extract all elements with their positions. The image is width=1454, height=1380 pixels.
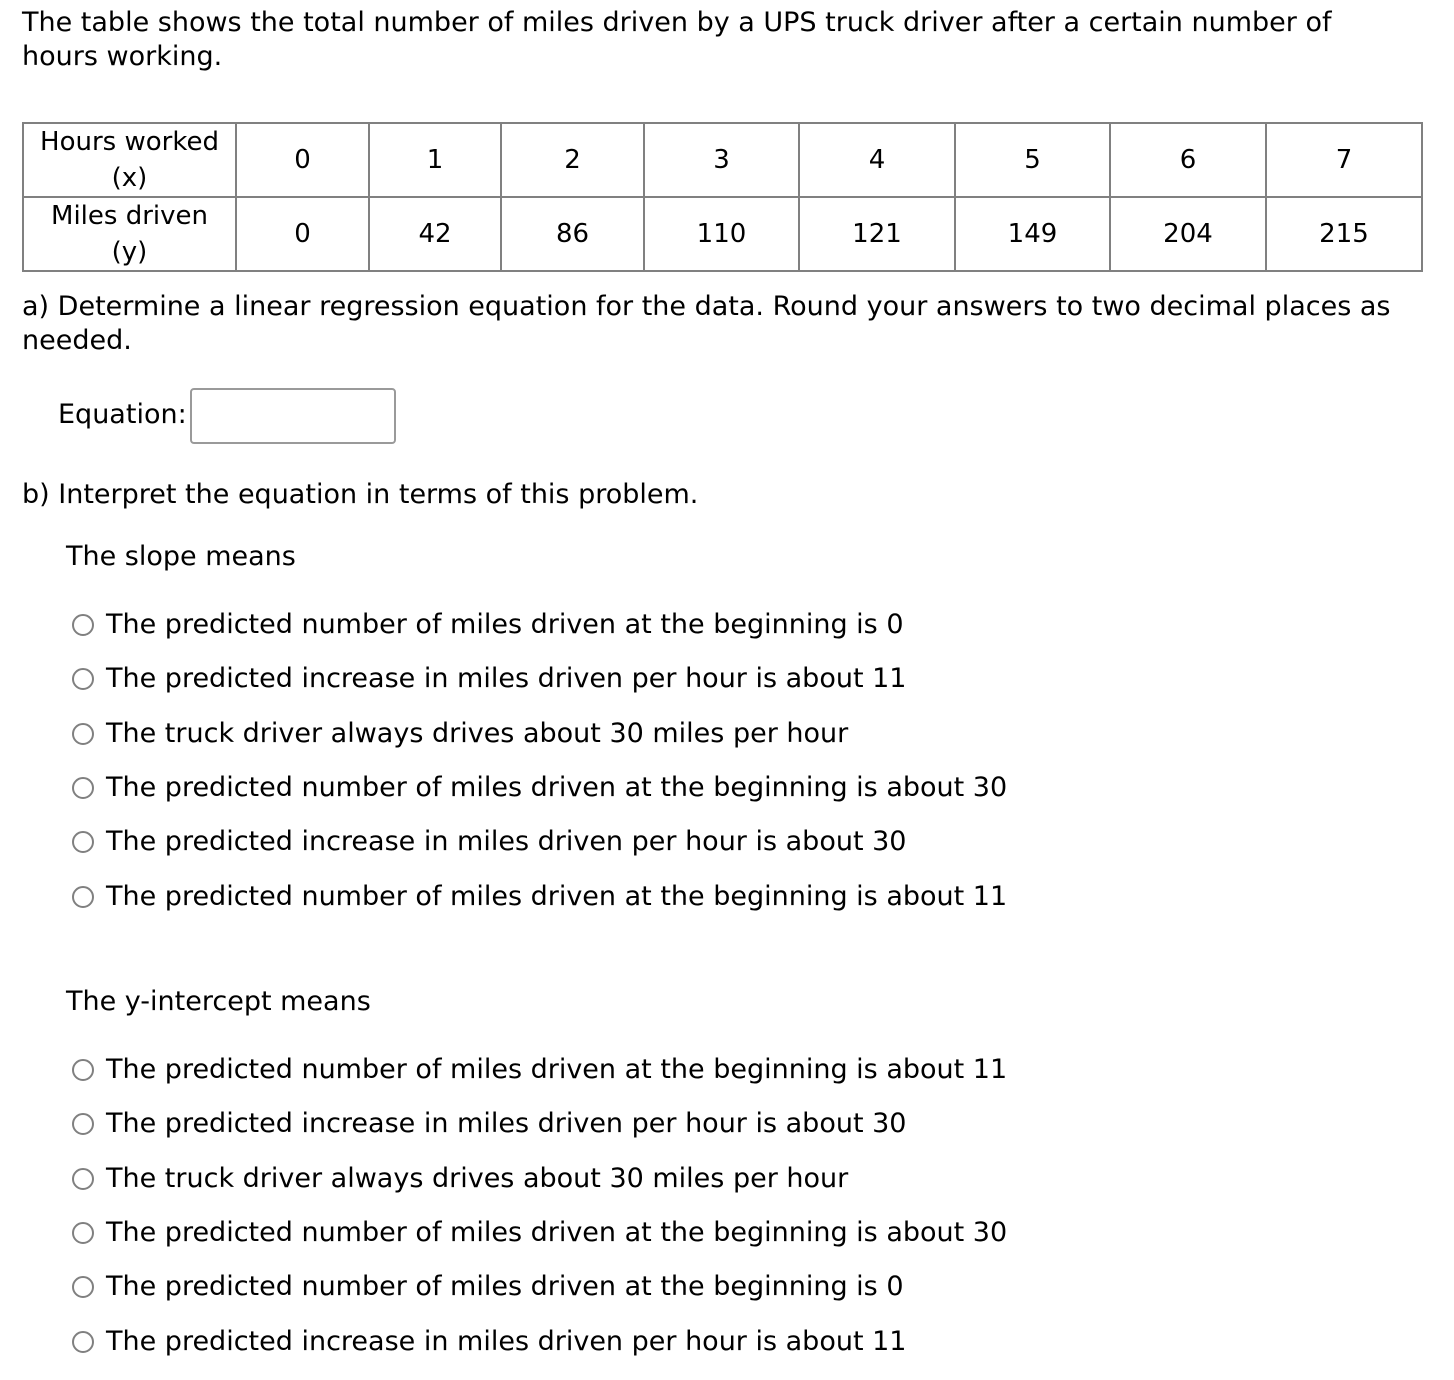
radio-icon[interactable]	[72, 614, 94, 636]
table-cell-y: 42	[369, 197, 501, 271]
table-cell-y: 110	[644, 197, 799, 271]
table-cell-x: 1	[369, 123, 501, 197]
slope-option[interactable]	[72, 598, 1007, 652]
slope-options	[72, 598, 1007, 924]
option-label: The predicted increase in miles driven per hour is about 30	[106, 1108, 907, 1140]
table-cell-y: 86	[501, 197, 644, 271]
table-cell-y: 204	[1110, 197, 1266, 271]
radio-icon[interactable]	[72, 1276, 94, 1298]
intercept-label: The y-intercept means	[66, 986, 371, 1017]
table-cell-x: 6	[1110, 123, 1266, 197]
radio-icon[interactable]	[72, 886, 94, 908]
part-b-prompt: b) Interpret the equation in terms of this problem.	[22, 479, 699, 510]
table-cell-x: 0	[236, 123, 369, 197]
row-header-hours	[23, 123, 236, 197]
intercept-option[interactable]	[72, 1152, 1007, 1206]
option-label: The predicted increase in miles driven per hour is about 11	[106, 1325, 907, 1357]
slope-option[interactable]	[72, 761, 1007, 815]
intro-text: The table shows the total number of miles driven by a UPS truck driver after a certain number of hours working.	[22, 7, 1332, 72]
radio-icon[interactable]	[72, 723, 94, 745]
option-label: The predicted increase in miles driven per hour is about 11	[106, 663, 907, 695]
option-label: The predicted number of miles driven at the beginning is about 11	[106, 1054, 1008, 1086]
intercept-option[interactable]	[72, 1314, 1007, 1368]
radio-icon[interactable]	[72, 668, 94, 690]
slope-option[interactable]	[72, 869, 1007, 923]
intercept-options	[72, 1043, 1007, 1369]
intercept-option[interactable]	[72, 1043, 1007, 1097]
slope-option[interactable]	[72, 652, 1007, 706]
option-label: The predicted number of miles driven at the beginning is about 30	[106, 772, 1008, 804]
intercept-option[interactable]	[72, 1206, 1007, 1260]
intercept-option[interactable]	[72, 1260, 1007, 1314]
table-cell-x: 3	[644, 123, 799, 197]
equation-label: Equation:	[58, 399, 187, 430]
data-table	[22, 122, 1423, 272]
table-cell-x: 4	[799, 123, 955, 197]
radio-icon[interactable]	[72, 831, 94, 853]
radio-icon[interactable]	[72, 1168, 94, 1190]
table-cell-y: 215	[1266, 197, 1422, 271]
slope-label: The slope means	[66, 541, 296, 572]
table-cell-y: 0	[236, 197, 369, 271]
option-label: The predicted number of miles driven at the beginning is about 11	[106, 880, 1008, 912]
radio-icon[interactable]	[72, 1059, 94, 1081]
part-a-prompt: a) Determine a linear regression equation for the data. Round your answers to two decimal places as needed.	[22, 291, 1391, 356]
option-label: The truck driver always drives about 30 miles per hour	[106, 1162, 849, 1194]
table-cell-y: 121	[799, 197, 955, 271]
table-row-miles	[23, 197, 1422, 271]
table-row-hours	[23, 123, 1422, 197]
row-header-miles-line2: (y)	[111, 237, 148, 267]
row-header-hours-line1: Hours worked	[40, 127, 219, 157]
slope-option[interactable]	[72, 707, 1007, 761]
option-label: The predicted number of miles driven at the beginning is 0	[106, 1271, 904, 1303]
intercept-option[interactable]	[72, 1097, 1007, 1151]
table-cell-x: 7	[1266, 123, 1422, 197]
row-header-hours-line2: (x)	[111, 163, 148, 193]
radio-icon[interactable]	[72, 1331, 94, 1353]
table-cell-x: 5	[955, 123, 1110, 197]
option-label: The truck driver always drives about 30 miles per hour	[106, 717, 849, 749]
radio-icon[interactable]	[72, 777, 94, 799]
option-label: The predicted number of miles driven at the beginning is about 30	[106, 1217, 1008, 1249]
equation-input[interactable]	[190, 388, 396, 444]
radio-icon[interactable]	[72, 1113, 94, 1135]
option-label: The predicted number of miles driven at the beginning is 0	[106, 609, 904, 641]
table-cell-x: 2	[501, 123, 644, 197]
radio-icon[interactable]	[72, 1222, 94, 1244]
row-header-miles	[23, 197, 236, 271]
row-header-miles-line1: Miles driven	[51, 201, 208, 231]
table-cell-y: 149	[955, 197, 1110, 271]
slope-option[interactable]	[72, 815, 1007, 869]
option-label: The predicted increase in miles driven per hour is about 30	[106, 826, 907, 858]
